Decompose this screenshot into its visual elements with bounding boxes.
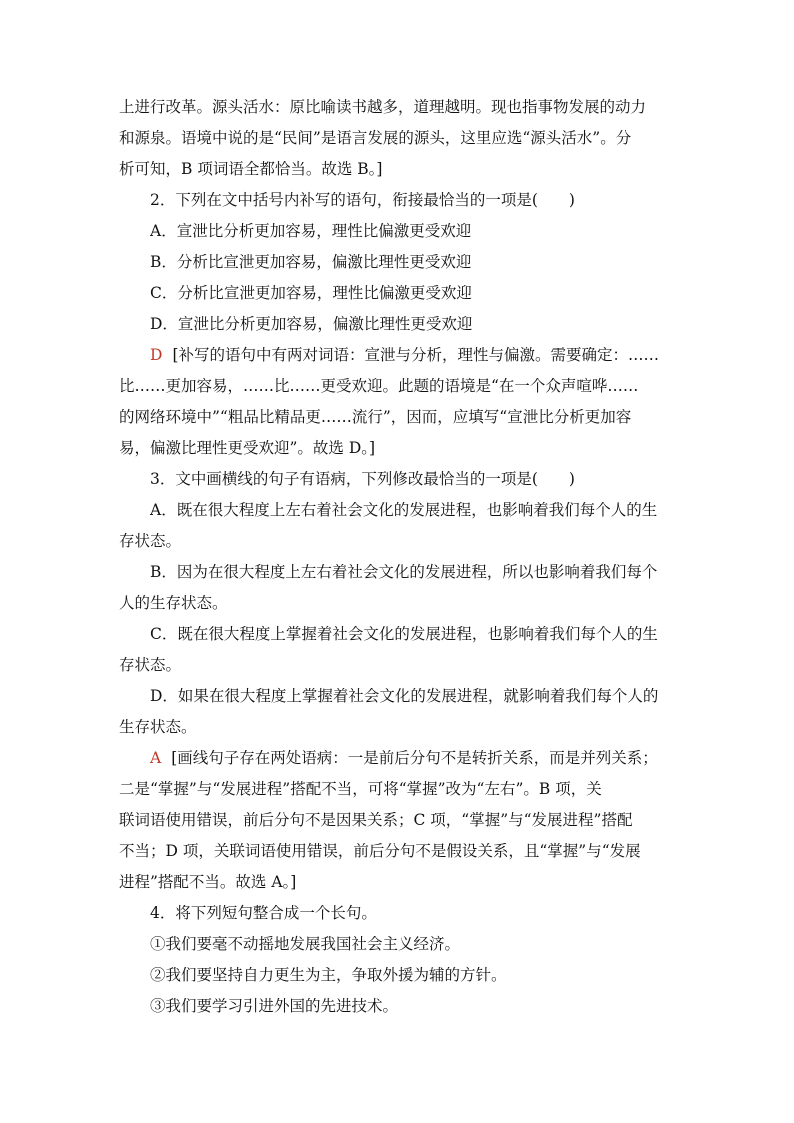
q1-explanation	[119, 92, 675, 185]
list-item: ①我们要毫不动摇地发展我国社会主义经济。	[150, 935, 461, 953]
question-4	[119, 898, 675, 1022]
question-stem: 3．文中画横线的句子有语病，下列修改最恰当的一项是( )	[150, 470, 575, 488]
option-d: D．如果在很大程度上掌握着社会文化的发展进程，就影响着我们每个人的	[150, 687, 659, 705]
answer-explanation	[119, 340, 675, 464]
explanation-text: [补写的语句中有两对词语：宣泄与分析，理性与偏激。需要确定：……	[172, 346, 659, 364]
q1-explanation-line: 上进行改革。源头活水：原比喻读书越多，道理越明。现也指事物发展的动力	[119, 98, 647, 116]
option-d: D．宣泄比分析更加容易，偏激比理性更受欢迎	[150, 315, 473, 333]
option-c: C．既在很大程度上掌握着社会文化的发展进程，也影响着我们每个人的生	[150, 625, 658, 643]
explanation-line: 进程”搭配不当。故选 A。]	[119, 873, 297, 891]
q1-explanation-line: 析可知，B 项词语全都恰当。故选 B。]	[119, 160, 383, 178]
option-b: B．分析比宣泄更加容易，偏激比理性更受欢迎	[150, 253, 472, 271]
q1-explanation-line: 和源泉。语境中说的是“民间”是语言发展的源头，这里应选“源头活水”。分	[119, 129, 632, 147]
explanation-line: 易，偏激比理性更受欢迎”。故选 D。]	[119, 439, 376, 457]
answer-line	[119, 340, 675, 371]
question-stem: 4．将下列短句整合成一个长句。	[150, 904, 377, 922]
option-b: B．因为在很大程度上左右着社会文化的发展进程，所以也影响着我们每个	[150, 563, 658, 581]
option-c: C．分析比宣泄更加容易，理性比偏激更受欢迎	[150, 284, 472, 302]
list-item: ②我们要坚持自力更生为主，争取外援为辅的方针。	[150, 966, 507, 984]
explanation-line: 比……更加容易，……比……更受欢迎。此题的语境是“在一个众声喧哗……	[119, 377, 639, 395]
option-a: A．既在很大程度上左右着社会文化的发展进程，也影响着我们每个人的生	[150, 501, 658, 519]
answer-explanation	[119, 743, 675, 898]
explanation-text: [画线句子存在两处语病：一是前后分句不是转折关系，而是并列关系；	[171, 749, 658, 767]
question-stem: 2．下列在文中括号内补写的语句，衔接最恰当的一项是( )	[150, 191, 575, 209]
option-a-cont: 存状态。	[119, 532, 182, 550]
answer-line	[119, 743, 675, 774]
answer-letter: A	[150, 749, 162, 767]
option-a: A．宣泄比分析更加容易，理性比偏激更受欢迎	[150, 222, 472, 240]
explanation-line: 二是“掌握”与“发展进程”搭配不当，可将“掌握”改为“左右”。B 项，关	[119, 780, 602, 798]
document-page	[119, 92, 675, 1022]
answer-letter: D	[150, 346, 163, 364]
explanation-line: 的网络环境中”“粗品比精品更……流行”，因而，应填写“宣泄比分析更加容	[119, 408, 632, 426]
option-b-cont: 人的生存状态。	[119, 594, 228, 612]
explanation-line: 联词语使用错误，前后分句不是因果关系；C 项，“掌握”与“发展进程”搭配	[119, 811, 633, 829]
explanation-line: 不当；D 项，关联词语使用错误，前后分句不是假设关系，且“掌握”与“发展	[119, 842, 641, 860]
option-d-cont: 生存状态。	[119, 718, 197, 736]
option-c-cont: 存状态。	[119, 656, 182, 674]
question-2	[119, 185, 675, 464]
question-3	[119, 464, 675, 898]
list-item: ③我们要学习引进外国的先进技术。	[150, 997, 399, 1015]
